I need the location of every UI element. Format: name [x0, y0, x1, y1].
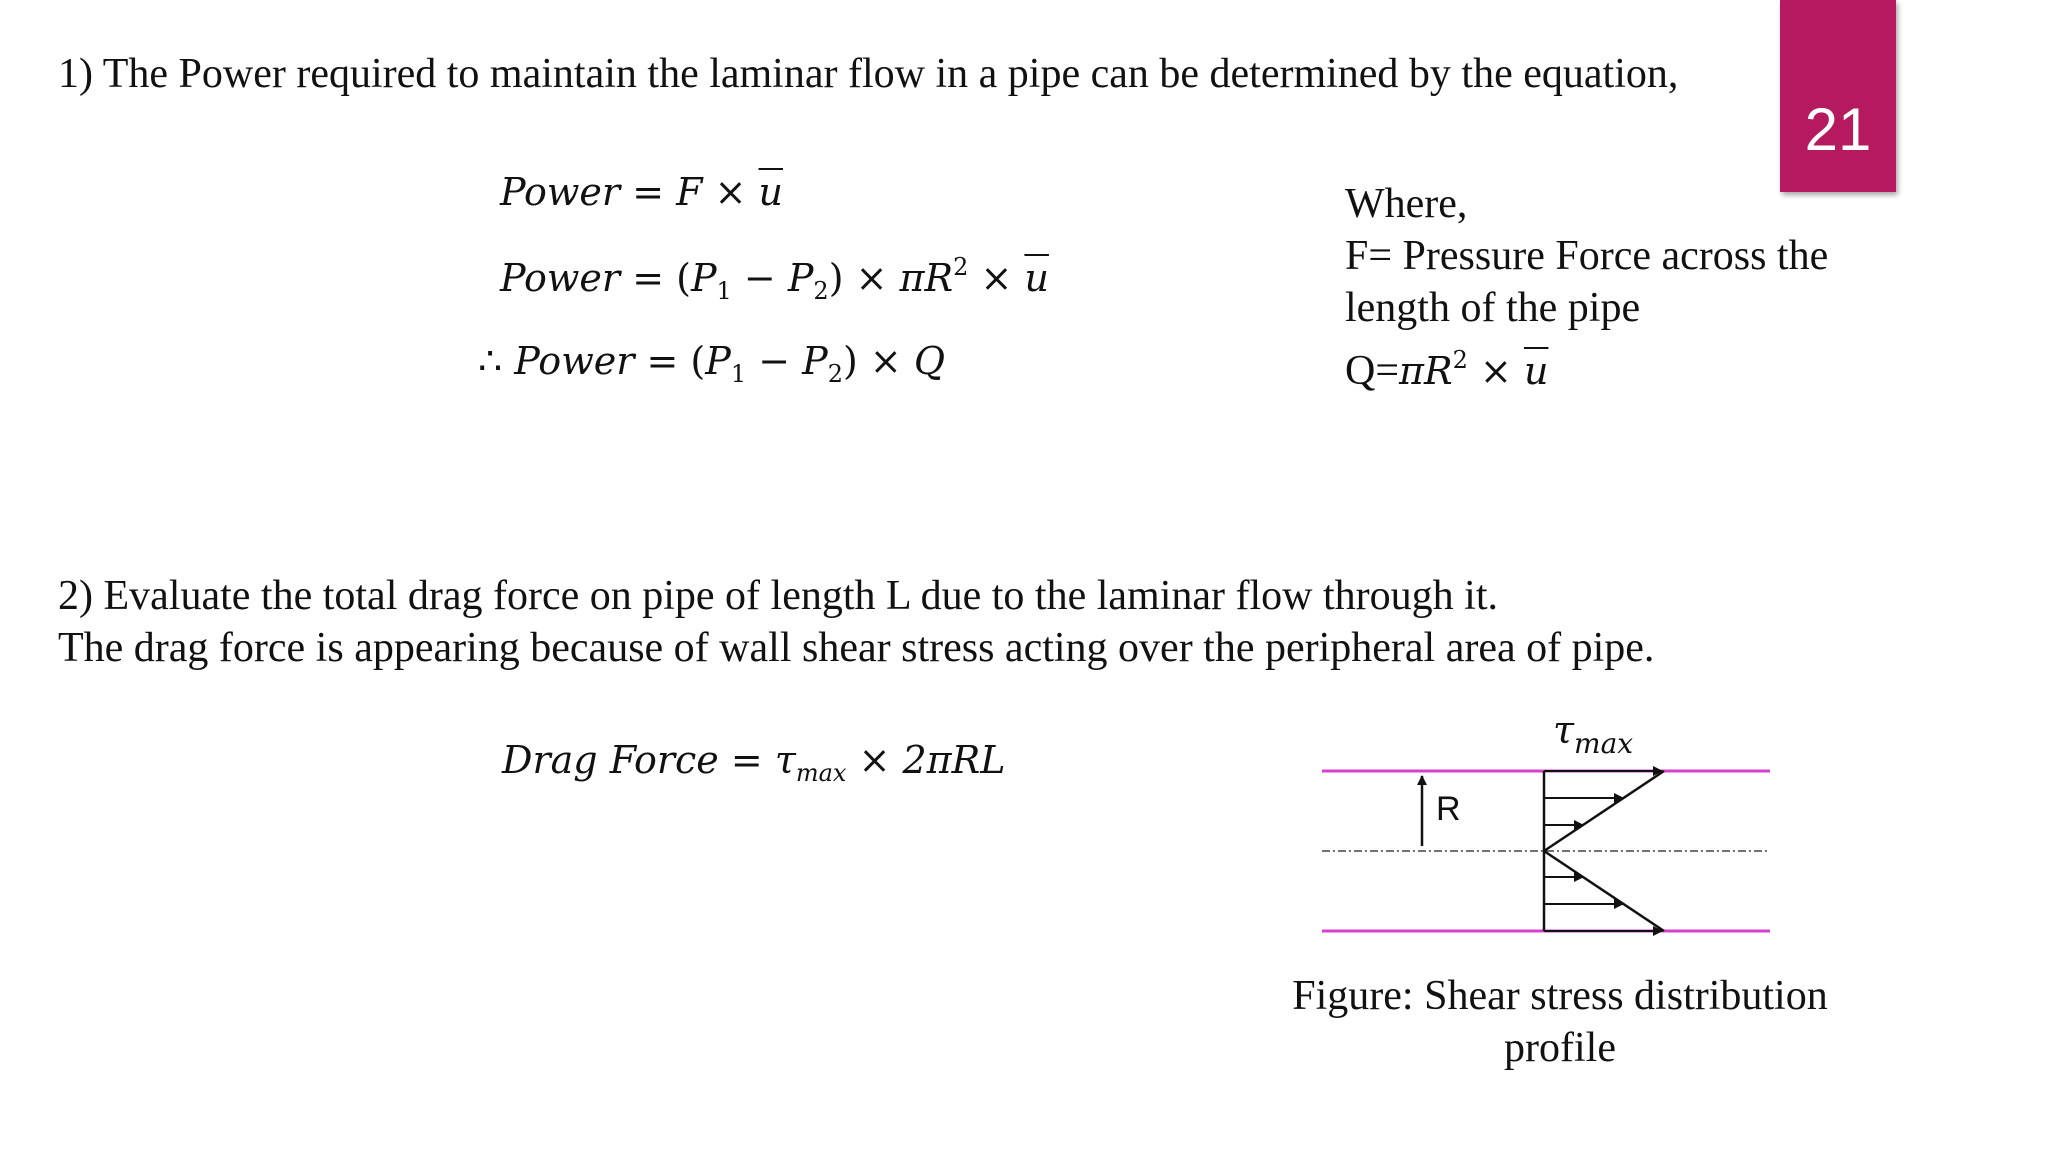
shear-stress-diagram	[1310, 750, 1790, 950]
eq2-equals: =	[632, 256, 665, 300]
drag-intro-line-2: The drag force is appearing because of wall shear stress acting over the peripheral area of pipe.	[58, 625, 1655, 671]
where-line-f: F= Pressure Force across the	[1345, 233, 1829, 279]
drag-eq-equals: =	[730, 738, 763, 782]
eq3-lhs: Power	[514, 339, 635, 383]
drag-eq-rhs: $\tau_{max} \times 2\pi RL$	[774, 738, 1006, 787]
therefore-symbol: ∴	[478, 339, 503, 383]
tau-subscript: max	[1574, 727, 1634, 760]
eq3-rhs: $(P_1 - P_2) \times Q$	[690, 339, 945, 388]
drag-force-equation	[502, 738, 1005, 787]
profile-upper-edge	[1544, 771, 1664, 851]
q-label: Q=	[1345, 348, 1400, 394]
radius-label: R	[1436, 790, 1461, 828]
eq1-lhs: Power	[500, 170, 621, 214]
where-title: Where,	[1345, 181, 1468, 227]
eq2-rhs: $(P_1 - P_2) \times \pi R^2 \times \overline{u}$	[676, 253, 1049, 305]
caption-line-2: profile	[1504, 1025, 1616, 1071]
drag-eq-lhs: Drag Force	[502, 738, 719, 782]
tau-symbol: τ	[1553, 708, 1575, 752]
power-intro-text: 1) The Power required to maintain the laminar flow in a pipe can be determined by the equation,	[58, 51, 1679, 97]
profile-lower-edge	[1544, 851, 1664, 931]
power-equation-3	[478, 339, 945, 388]
slide-number: 21	[1804, 96, 1872, 163]
power-equation-1	[500, 170, 783, 214]
q-expression: $\pi R^2 \times \overline{u}$	[1399, 346, 1549, 393]
power-equation-2	[500, 253, 1049, 305]
drag-intro-line-1: 2) Evaluate the total drag force on pipe of length L due to the laminar flow through it.	[58, 573, 1498, 619]
eq2-lhs: Power	[500, 256, 621, 300]
figure-caption	[1260, 970, 1860, 1074]
eq3-equals: =	[646, 339, 679, 383]
where-line-length: length of the pipe	[1345, 285, 1641, 331]
eq1-rhs: $F \times \overline{u}$	[676, 170, 783, 214]
eq1-equals: =	[632, 170, 665, 214]
caption-line-1: Figure: Shear stress distribution	[1292, 973, 1828, 1019]
where-block	[1345, 178, 1828, 397]
where-line-q	[1345, 334, 1828, 397]
